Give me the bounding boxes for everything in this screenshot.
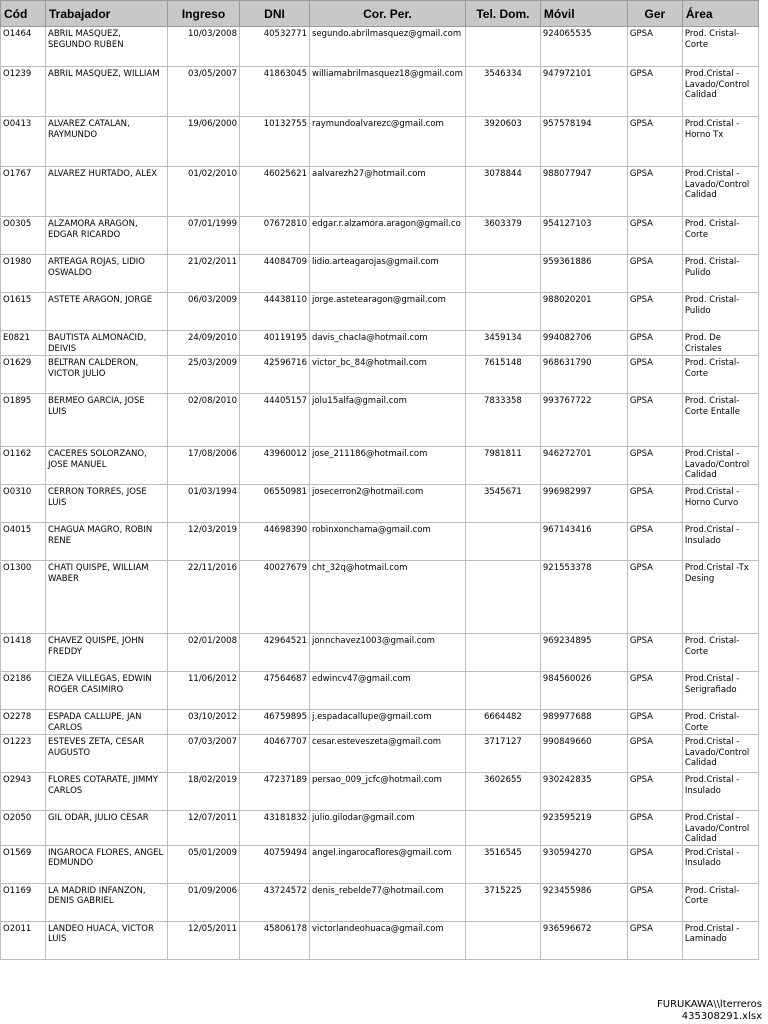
table-row (1, 167, 759, 217)
cell-tel (465, 27, 540, 67)
cell-trabajador: ABRIL MASQUEZ, WILLIAM (46, 67, 168, 117)
table-row (1, 394, 759, 447)
cell-dni: 44405157 (240, 394, 310, 447)
cell-dni: 44438110 (240, 293, 310, 331)
cell-ingreso: 11/06/2012 (168, 672, 240, 710)
cell-cod: O1418 (1, 634, 46, 672)
cell-ger: GPSA (627, 117, 682, 167)
cell-tel (465, 255, 540, 293)
cell-movil: 959361886 (540, 255, 627, 293)
cell-trabajador: ABRIL MASQUEZ, SEGUNDO RUBEN (46, 27, 168, 67)
cell-trabajador: LA MADRID INFANZON, DENIS GABRIEL (46, 883, 168, 921)
cell-cod: O4015 (1, 523, 46, 561)
cell-ger: GPSA (627, 485, 682, 523)
cell-movil: 924065535 (540, 27, 627, 67)
cell-movil: 996982997 (540, 485, 627, 523)
col-header-cod: Cód (1, 1, 46, 27)
col-header-area: Área (682, 1, 758, 27)
cell-trabajador: FLORES COTARATE, JIMMY CARLOS (46, 773, 168, 811)
cell-area: Prod.Cristal -Insulado (682, 845, 758, 883)
table-row (1, 255, 759, 293)
cell-cod: O1767 (1, 167, 46, 217)
table-row (1, 710, 759, 735)
cell-dni: 40119195 (240, 331, 310, 356)
table-row (1, 523, 759, 561)
cell-area: Prod.Cristal -Horno Tx (682, 117, 758, 167)
cell-movil: 988020201 (540, 293, 627, 331)
cell-cod: O1615 (1, 293, 46, 331)
cell-tel: 3717127 (465, 735, 540, 773)
cell-tel (465, 561, 540, 634)
cell-ingreso: 22/11/2016 (168, 561, 240, 634)
cell-ger: GPSA (627, 672, 682, 710)
cell-tel (465, 921, 540, 959)
cell-ingreso: 12/07/2011 (168, 811, 240, 846)
cell-area: Prod. Cristal-Corte (682, 217, 758, 255)
cell-area: Prod.Cristal -Horno Curvo (682, 485, 758, 523)
table-row (1, 217, 759, 255)
cell-trabajador: CIEZA VILLEGAS, EDWIN ROGER CASIMIRO (46, 672, 168, 710)
cell-tel (465, 811, 540, 846)
cell-ingreso: 12/03/2019 (168, 523, 240, 561)
cell-tel: 3603379 (465, 217, 540, 255)
cell-correo: lidio.arteagarojas@gmail.com (310, 255, 466, 293)
cell-cod: O0413 (1, 117, 46, 167)
cell-cod: O2011 (1, 921, 46, 959)
cell-area: Prod. Cristal-Corte (682, 356, 758, 394)
col-header-dni: DNI (240, 1, 310, 27)
col-header-correo: Cor. Per. (310, 1, 466, 27)
table-row (1, 331, 759, 356)
cell-dni: 06550981 (240, 485, 310, 523)
cell-ger: GPSA (627, 394, 682, 447)
cell-ger: GPSA (627, 811, 682, 846)
cell-correo: jose_211186@hotmail.com (310, 447, 466, 485)
table-row (1, 883, 759, 921)
cell-cod: O1169 (1, 883, 46, 921)
cell-ingreso: 01/02/2010 (168, 167, 240, 217)
cell-ingreso: 05/01/2009 (168, 845, 240, 883)
cell-ger: GPSA (627, 845, 682, 883)
cell-ingreso: 17/08/2006 (168, 447, 240, 485)
table-row (1, 356, 759, 394)
cell-movil: 990849660 (540, 735, 627, 773)
cell-cod: O2186 (1, 672, 46, 710)
cell-movil: 930242835 (540, 773, 627, 811)
col-header-movil: Móvil (540, 1, 627, 27)
cell-correo: jonnchavez1003@gmail.com (310, 634, 466, 672)
cell-tel (465, 523, 540, 561)
cell-trabajador: LANDEO HUACA, VICTOR LUIS (46, 921, 168, 959)
cell-dni: 40759494 (240, 845, 310, 883)
cell-dni: 43960012 (240, 447, 310, 485)
cell-area: Prod. Cristal-Corte (682, 634, 758, 672)
cell-dni: 44084709 (240, 255, 310, 293)
cell-cod: O1162 (1, 447, 46, 485)
cell-ger: GPSA (627, 167, 682, 217)
cell-ger: GPSA (627, 217, 682, 255)
cell-dni: 44698390 (240, 523, 310, 561)
cell-dni: 40532771 (240, 27, 310, 67)
cell-ingreso: 21/02/2011 (168, 255, 240, 293)
table-row (1, 672, 759, 710)
cell-movil: 923595219 (540, 811, 627, 846)
cell-correo: angel.ingarocaflores@gmail.com (310, 845, 466, 883)
cell-ger: GPSA (627, 293, 682, 331)
cell-movil: 993767722 (540, 394, 627, 447)
cell-correo: jorge.astetearagon@gmail.com (310, 293, 466, 331)
cell-cod: O1629 (1, 356, 46, 394)
cell-area: Prod.Cristal -Lavado/Control Calidad (682, 67, 758, 117)
cell-movil: 957578194 (540, 117, 627, 167)
cell-movil: 969234895 (540, 634, 627, 672)
cell-trabajador: ARTEAGA ROJAS, LIDIO OSWALDO (46, 255, 168, 293)
cell-area: Prod. Cristal-Corte (682, 27, 758, 67)
cell-dni: 47564687 (240, 672, 310, 710)
footer-filename: 435308291.xlsx (681, 1011, 762, 1022)
cell-dni: 41863045 (240, 67, 310, 117)
cell-tel: 7615148 (465, 356, 540, 394)
cell-dni: 43724572 (240, 883, 310, 921)
cell-trabajador: ALVAREZ CATALAN, RAYMUNDO (46, 117, 168, 167)
col-header-trabajador: Trabajador (46, 1, 168, 27)
cell-tel: 3078844 (465, 167, 540, 217)
cell-correo: segundo.abrilmasquez@gmail.com (310, 27, 466, 67)
cell-area: Prod.Cristal -Lavado/Control Calidad (682, 167, 758, 217)
cell-tel: 7833358 (465, 394, 540, 447)
cell-cod: O1464 (1, 27, 46, 67)
cell-movil: 954127103 (540, 217, 627, 255)
cell-tel: 3545671 (465, 485, 540, 523)
cell-trabajador: CHAGUA MAGRO, ROBIN RENE (46, 523, 168, 561)
cell-area: Prod.Cristal -Tx Desing (682, 561, 758, 634)
cell-area: Prod. Cristal-Corte (682, 710, 758, 735)
cell-ger: GPSA (627, 561, 682, 634)
cell-dni: 07672810 (240, 217, 310, 255)
cell-ger: GPSA (627, 773, 682, 811)
cell-ingreso: 24/09/2010 (168, 331, 240, 356)
cell-trabajador: ALZAMORA ARAGON, EDGAR RICARDO (46, 217, 168, 255)
cell-tel (465, 672, 540, 710)
cell-ingreso: 19/06/2000 (168, 117, 240, 167)
cell-area: Prod. Cristal-Pulido (682, 293, 758, 331)
cell-movil: 967143416 (540, 523, 627, 561)
cell-ingreso: 01/03/1994 (168, 485, 240, 523)
cell-correo: victor_bc_84@hotmail.com (310, 356, 466, 394)
cell-cod: O0305 (1, 217, 46, 255)
cell-tel: 3459134 (465, 331, 540, 356)
table-row (1, 811, 759, 846)
footer-user: FURUKAWA\\lterreros (657, 999, 762, 1010)
cell-tel (465, 293, 540, 331)
cell-area: Prod. Cristal-Pulido (682, 255, 758, 293)
cell-correo: julio.gilodar@gmail.com (310, 811, 466, 846)
cell-movil: 946272701 (540, 447, 627, 485)
table-row (1, 27, 759, 67)
cell-cod: O2278 (1, 710, 46, 735)
cell-correo: williamabrilmasquez18@gmail.com (310, 67, 466, 117)
table-row (1, 634, 759, 672)
cell-trabajador: ASTETE ARAGON, JORGE (46, 293, 168, 331)
table-row (1, 67, 759, 117)
cell-ingreso: 01/09/2006 (168, 883, 240, 921)
cell-movil: 984560026 (540, 672, 627, 710)
cell-trabajador: INGAROCA FLORES, ANGEL EDMUNDO (46, 845, 168, 883)
cell-movil: 989977688 (540, 710, 627, 735)
table-row (1, 117, 759, 167)
cell-cod: O1569 (1, 845, 46, 883)
cell-movil: 947972101 (540, 67, 627, 117)
cell-ger: GPSA (627, 255, 682, 293)
cell-correo: j.espadacallupe@gmail.com (310, 710, 466, 735)
cell-ingreso: 25/03/2009 (168, 356, 240, 394)
table-row (1, 845, 759, 883)
cell-ger: GPSA (627, 634, 682, 672)
cell-cod: O2050 (1, 811, 46, 846)
table-row (1, 485, 759, 523)
cell-trabajador: ESTEVES ZETA, CESAR AUGUSTO (46, 735, 168, 773)
cell-dni: 46025621 (240, 167, 310, 217)
cell-ingreso: 12/05/2011 (168, 921, 240, 959)
cell-trabajador: BERMEO GARCIA, JOSE LUIS (46, 394, 168, 447)
cell-ingreso: 02/08/2010 (168, 394, 240, 447)
cell-trabajador: CHATI QUISPE, WILLIAM WABER (46, 561, 168, 634)
cell-ger: GPSA (627, 523, 682, 561)
cell-cod: O1895 (1, 394, 46, 447)
cell-tel: 3920603 (465, 117, 540, 167)
cell-dni: 47237189 (240, 773, 310, 811)
cell-tel: 3546334 (465, 67, 540, 117)
cell-correo: cht_32q@hotmail.com (310, 561, 466, 634)
cell-trabajador: ESPADA CALLUPE, JAN CARLOS (46, 710, 168, 735)
cell-ger: GPSA (627, 331, 682, 356)
cell-movil: 994082706 (540, 331, 627, 356)
cell-correo: davis_chacla@hotmail.com (310, 331, 466, 356)
cell-cod: E0821 (1, 331, 46, 356)
cell-cod: O1239 (1, 67, 46, 117)
cell-area: Prod.Cristal -Lavado/Control Calidad (682, 447, 758, 485)
cell-correo: aalvarezh27@hotmail.com (310, 167, 466, 217)
cell-movil: 988077947 (540, 167, 627, 217)
col-header-ger: Ger (627, 1, 682, 27)
cell-correo: josecerron2@hotmail.com (310, 485, 466, 523)
cell-correo: jolu15alfa@gmail.com (310, 394, 466, 447)
cell-cod: O1300 (1, 561, 46, 634)
cell-area: Prod.Cristal -Lavado/Control Calidad (682, 811, 758, 846)
cell-ingreso: 03/10/2012 (168, 710, 240, 735)
cell-area: Prod. De Cristales (682, 331, 758, 356)
cell-ingreso: 18/02/2019 (168, 773, 240, 811)
cell-dni: 43181832 (240, 811, 310, 846)
cell-ger: GPSA (627, 921, 682, 959)
cell-tel: 3602655 (465, 773, 540, 811)
cell-movil: 936596672 (540, 921, 627, 959)
cell-dni: 40467707 (240, 735, 310, 773)
cell-movil: 923455986 (540, 883, 627, 921)
cell-tel (465, 634, 540, 672)
cell-dni: 40027679 (240, 561, 310, 634)
cell-correo: persao_009_jcfc@hotmail.com (310, 773, 466, 811)
cell-ingreso: 10/03/2008 (168, 27, 240, 67)
cell-ingreso: 02/01/2008 (168, 634, 240, 672)
table-body (1, 27, 759, 960)
cell-dni: 42596716 (240, 356, 310, 394)
cell-ingreso: 06/03/2009 (168, 293, 240, 331)
cell-cod: O1980 (1, 255, 46, 293)
cell-correo: raymundoalvarezc@gmail.com (310, 117, 466, 167)
cell-tel: 3715225 (465, 883, 540, 921)
cell-correo: edgar.r.alzamora.aragon@gmail.co (310, 217, 466, 255)
cell-area: Prod. Cristal-Corte Entalle (682, 394, 758, 447)
table-row (1, 447, 759, 485)
cell-dni: 46759895 (240, 710, 310, 735)
cell-ger: GPSA (627, 356, 682, 394)
cell-trabajador: CHAVEZ QUISPE, JOHN FREDDY (46, 634, 168, 672)
cell-ger: GPSA (627, 447, 682, 485)
table-row (1, 561, 759, 634)
cell-ingreso: 07/03/2007 (168, 735, 240, 773)
cell-correo: robinxonchama@gmail.com (310, 523, 466, 561)
cell-area: Prod.Cristal -Serigrafiado (682, 672, 758, 710)
cell-ger: GPSA (627, 735, 682, 773)
col-header-tel: Tel. Dom. (465, 1, 540, 27)
cell-trabajador: GIL ODAR, JULIO CESAR (46, 811, 168, 846)
cell-tel: 7981811 (465, 447, 540, 485)
cell-tel: 3516545 (465, 845, 540, 883)
cell-movil: 930594270 (540, 845, 627, 883)
cell-area: Prod.Cristal -Lavado/Control Calidad (682, 735, 758, 773)
cell-movil: 968631790 (540, 356, 627, 394)
col-header-ingreso: Ingreso (168, 1, 240, 27)
header-row (1, 1, 759, 27)
cell-dni: 42964521 (240, 634, 310, 672)
cell-ger: GPSA (627, 67, 682, 117)
cell-ingreso: 07/01/1999 (168, 217, 240, 255)
table-row (1, 773, 759, 811)
cell-area: Prod. Cristal-Corte (682, 883, 758, 921)
cell-trabajador: BAUTISTA ALMONACID, DEIVIS (46, 331, 168, 356)
cell-trabajador: BELTRAN CALDERON, VICTOR JULIO (46, 356, 168, 394)
cell-area: Prod.Cristal -Insulado (682, 523, 758, 561)
cell-area: Prod.Cristal -Insulado (682, 773, 758, 811)
cell-cod: O0310 (1, 485, 46, 523)
cell-cod: O1223 (1, 735, 46, 773)
cell-correo: edwincv47@gmail.com (310, 672, 466, 710)
cell-movil: 921553378 (540, 561, 627, 634)
cell-dni: 45806178 (240, 921, 310, 959)
file-footer (582, 999, 762, 1023)
cell-ger: GPSA (627, 27, 682, 67)
cell-correo: victorlandeohuaca@gmail.com (310, 921, 466, 959)
cell-ger: GPSA (627, 883, 682, 921)
cell-correo: cesar.esteveszeta@gmail.com (310, 735, 466, 773)
table-row (1, 921, 759, 959)
cell-ingreso: 03/05/2007 (168, 67, 240, 117)
cell-trabajador: ALVAREZ HURTADO, ALEX (46, 167, 168, 217)
cell-ger: GPSA (627, 710, 682, 735)
cell-dni: 10132755 (240, 117, 310, 167)
cell-area: Prod.Cristal -Laminado (682, 921, 758, 959)
cell-tel: 6664482 (465, 710, 540, 735)
table-row (1, 735, 759, 773)
cell-correo: denis_rebelde77@hotmail.com (310, 883, 466, 921)
cell-cod: O2943 (1, 773, 46, 811)
cell-trabajador: CACERES SOLORZANO, JOSE MANUEL (46, 447, 168, 485)
cell-trabajador: CERRON TORRES, JOSE LUIS (46, 485, 168, 523)
table-row (1, 293, 759, 331)
